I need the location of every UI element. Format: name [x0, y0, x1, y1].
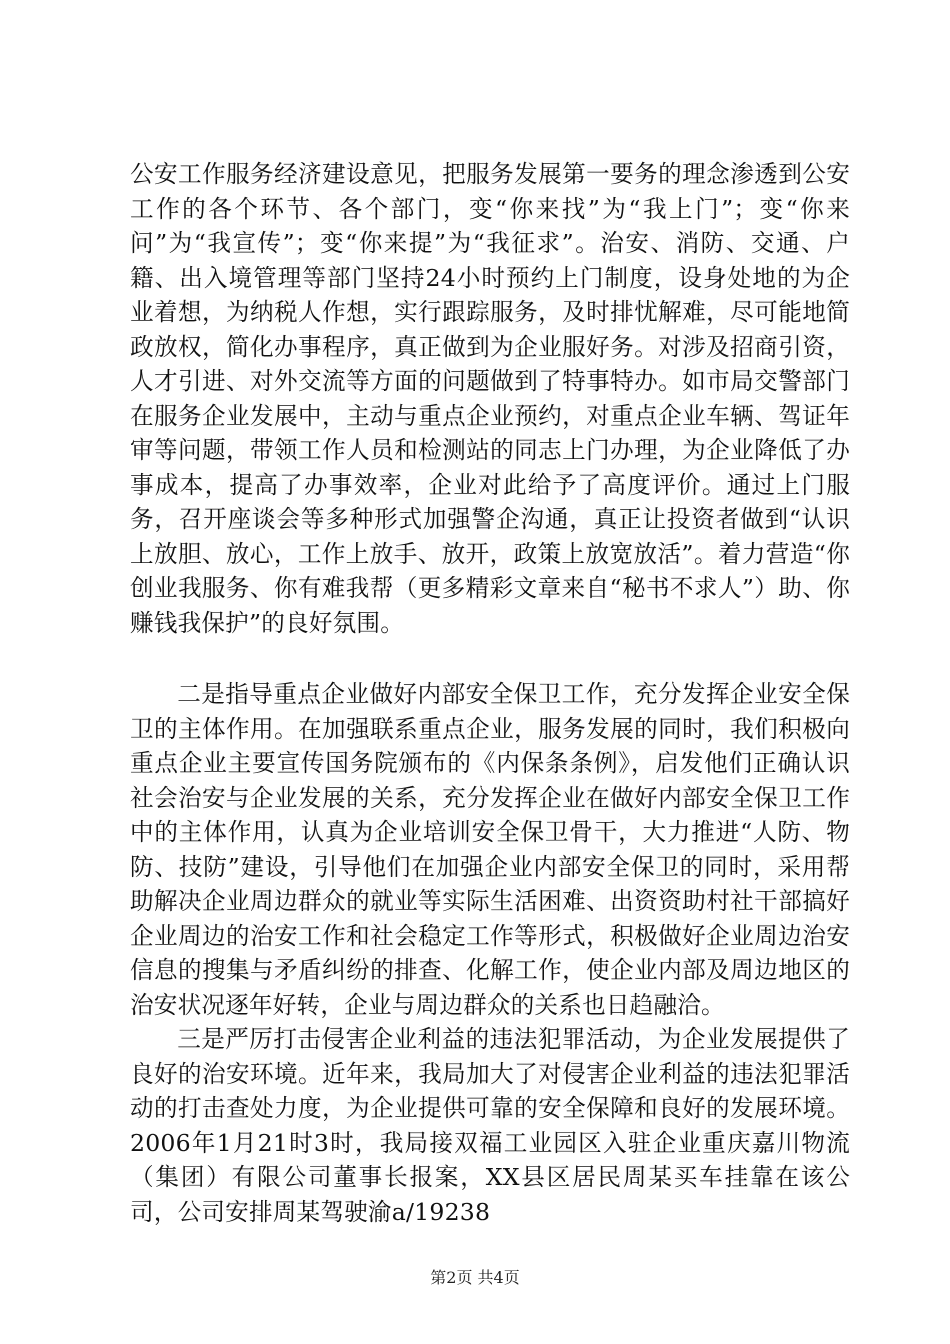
paragraph-3: 三是严厉打击侵害企业利益的违法犯罪活动，为企业发展提供了良好的治安环境。近年来，我局加大了对侵害企业利益的违法犯罪活动的打击查处力度，为企业提供可靠的安全保障和良好的发展环境。2006年1月21时3时，我局接双福工业园区入驻企业重庆嘉川物流（集团）有限公司董事长报案，XX县区居民周某买车挂靠在该公司，公司安排周某驾驶渝a/19238: [130, 1025, 850, 1226]
document-body: [130, 157, 850, 1229]
paragraph-2: 二是指导重点企业做好内部安全保卫工作，充分发挥企业安全保卫的主体作用。在加强联系重点企业，服务发展的同时，我们积极向重点企业主要宣传国务院颁布的《内保条条例》，启发他们正确认识社会治安与企业发展的关系，充分发挥企业在做好内部安全保卫工作中的主体作用，认真为企业培训安全保卫骨干，大力推进“人防、物防、技防”建设，引导他们在加强企业内部安全保卫的同时，采用帮助解决企业周边群众的就业等实际生活困难、出资资助村社干部搞好企业周边的治安工作和社会稳定工作等形式，积极做好企业周边治安信息的搜集与矛盾纠纷的排查、化解工作，使企业内部及周边地区的治安状况逐年好转，企业与周边群众的关系也日趋融洽。: [130, 680, 850, 1019]
page-number-footer: 第2页 共4页: [430, 1268, 520, 1287]
paragraph-1: 公安工作服务经济建设意见，把服务发展第一要务的理念渗透到公安工作的各个环节、各个部门，变“你来找”为“我上门”；变“你来问”为“我宣传”；变“你来提”为“我征求”。治安、消防、交通、户籍、出入境管理等部门坚持24小时预约上门制度，设身处地的为企业着想，为纳税人作想，实行跟踪服务，及时排忧解难，尽可能地简政放权，简化办事程序，真正做到为企业服好务。对涉及招商引资，人才引进、对外交流等方面的问题做到了特事特办。如市局交警部门在服务企业发展中，主动与重点企业预约，对重点企业车辆、驾证年审等问题，带领工作人员和检测站的同志上门办理，为企业降低了办事成本，提高了办事效率，企业对此给予了高度评价。通过上门服务，召开座谈会等多种形式加强警企沟通，真正让投资者做到“认识上放胆、放心，工作上放手、放开，政策上放宽放活”。着力营造“你创业我服务、你有难我帮（更多精彩文章来自“秘书不求人”）助、你赚钱我保护”的良好氛围。: [130, 160, 850, 637]
